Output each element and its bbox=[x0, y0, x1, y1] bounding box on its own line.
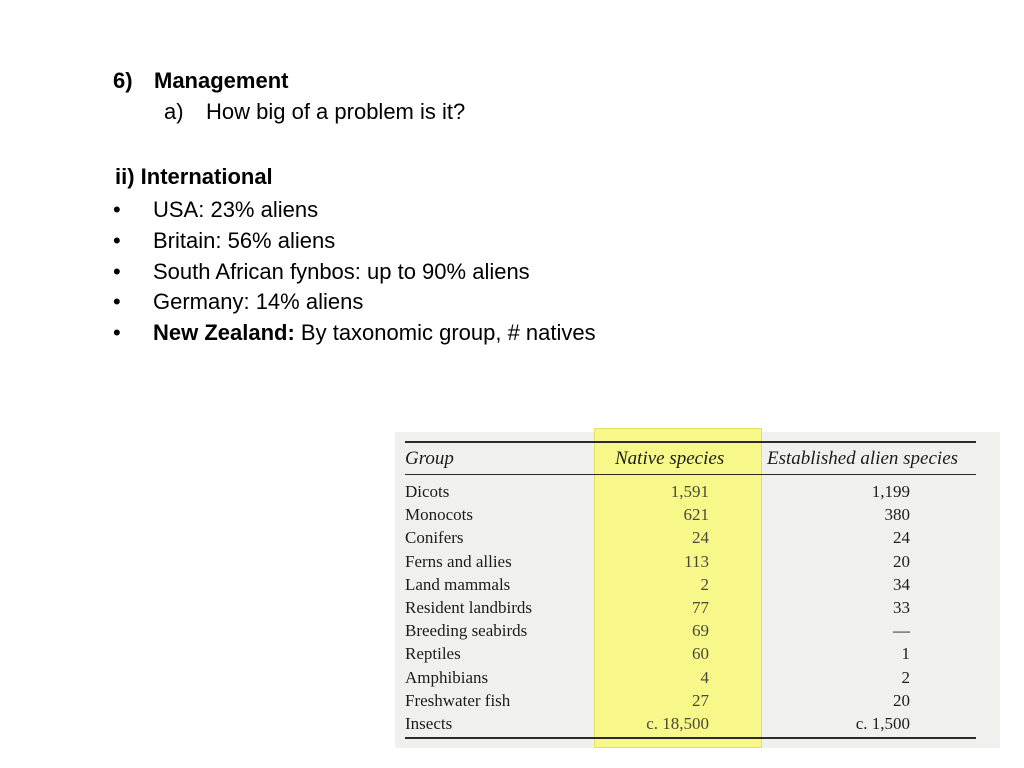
outline-subitem-heading bbox=[164, 99, 465, 125]
group-cell: Conifers bbox=[405, 528, 464, 548]
group-cell: Amphibians bbox=[405, 667, 489, 687]
column-header-alien: Established alien species bbox=[767, 448, 959, 469]
table-top-rule bbox=[405, 441, 976, 443]
bullet-marker: • bbox=[113, 258, 121, 284]
bullet-text: Germany: 14% aliens bbox=[153, 289, 364, 315]
species-table-image bbox=[395, 432, 1000, 748]
bullet-item bbox=[113, 318, 596, 349]
column-header-native: Native species bbox=[615, 448, 725, 469]
bullet-text: South African fynbos: up to 90% aliens bbox=[153, 258, 530, 284]
alien-species-cell: c. 1,500 bbox=[855, 714, 910, 733]
alien-species-cell: 1 bbox=[901, 644, 910, 664]
native-species-cell: 27 bbox=[692, 690, 709, 710]
native-species-cell: 4 bbox=[700, 667, 709, 687]
bullet-item bbox=[113, 257, 596, 288]
table-row bbox=[395, 573, 1000, 596]
group-cell: Ferns and allies bbox=[405, 551, 512, 571]
group-cell: Land mammals bbox=[405, 574, 511, 594]
alien-species-cell: 33 bbox=[893, 598, 910, 617]
native-species-cell: 113 bbox=[684, 551, 709, 571]
outline-item-title: Management bbox=[154, 68, 289, 93]
group-cell: Insects bbox=[405, 714, 453, 733]
bullet-marker: • bbox=[113, 227, 121, 253]
outline-subitem-title: How big of a problem is it? bbox=[206, 99, 466, 124]
outline-item-number: 6) bbox=[113, 68, 133, 93]
table-row bbox=[395, 619, 1000, 642]
bullet-item bbox=[113, 287, 596, 318]
outline-subitem-number: a) bbox=[164, 99, 184, 124]
bullet-item bbox=[113, 195, 596, 226]
bullet-marker: • bbox=[113, 320, 121, 346]
table-row bbox=[395, 550, 1000, 573]
table-row bbox=[395, 503, 1000, 526]
table-row bbox=[395, 596, 1000, 619]
group-cell: Freshwater fish bbox=[405, 690, 511, 710]
alien-species-cell: 1,199 bbox=[871, 482, 910, 501]
alien-species-cell: 20 bbox=[893, 551, 910, 571]
native-species-cell: 621 bbox=[683, 505, 709, 525]
alien-species-cell: 2 bbox=[901, 667, 910, 687]
alien-species-cell: 380 bbox=[884, 505, 910, 525]
column-header-group: Group bbox=[405, 448, 454, 469]
bullet-bold-text: New Zealand: bbox=[153, 320, 295, 346]
alien-species-cell: 24 bbox=[893, 528, 910, 548]
bullet-text: By taxonomic group, # natives bbox=[294, 320, 596, 346]
table-row bbox=[395, 666, 1000, 689]
bullet-marker: • bbox=[113, 197, 121, 222]
table-row bbox=[395, 480, 1000, 503]
group-cell: Reptiles bbox=[405, 644, 461, 664]
section-title: ii) International bbox=[115, 164, 273, 189]
group-cell: Resident landbirds bbox=[405, 598, 533, 617]
table-row bbox=[395, 689, 1000, 712]
native-species-cell: 77 bbox=[692, 598, 709, 617]
native-species-cell: 1,591 bbox=[670, 482, 709, 501]
table-bottom-rule bbox=[405, 737, 976, 739]
alien-species-cell: 20 bbox=[893, 690, 910, 710]
bullet-marker: • bbox=[113, 289, 121, 315]
native-species-cell: 69 bbox=[692, 621, 709, 641]
bullet-item bbox=[113, 226, 596, 257]
table-header-rule bbox=[405, 474, 976, 475]
table-row bbox=[395, 642, 1000, 665]
bullet-text: Britain: 56% aliens bbox=[153, 227, 336, 253]
bullet-list bbox=[113, 195, 596, 349]
alien-species-cell: — bbox=[893, 621, 910, 641]
native-species-cell: 60 bbox=[692, 644, 709, 664]
table-row bbox=[395, 712, 1000, 735]
native-species-cell: 2 bbox=[700, 574, 709, 594]
group-cell: Dicots bbox=[405, 482, 450, 501]
native-species-cell: c. 18,500 bbox=[646, 714, 709, 733]
outline-item-heading bbox=[113, 68, 288, 94]
group-cell: Monocots bbox=[405, 505, 473, 525]
native-species-cell: 24 bbox=[692, 528, 709, 548]
alien-species-cell: 34 bbox=[893, 574, 910, 594]
table-row bbox=[395, 526, 1000, 549]
group-cell: Breeding seabirds bbox=[405, 621, 528, 641]
bullet-text: USA: 23% aliens bbox=[153, 197, 319, 222]
